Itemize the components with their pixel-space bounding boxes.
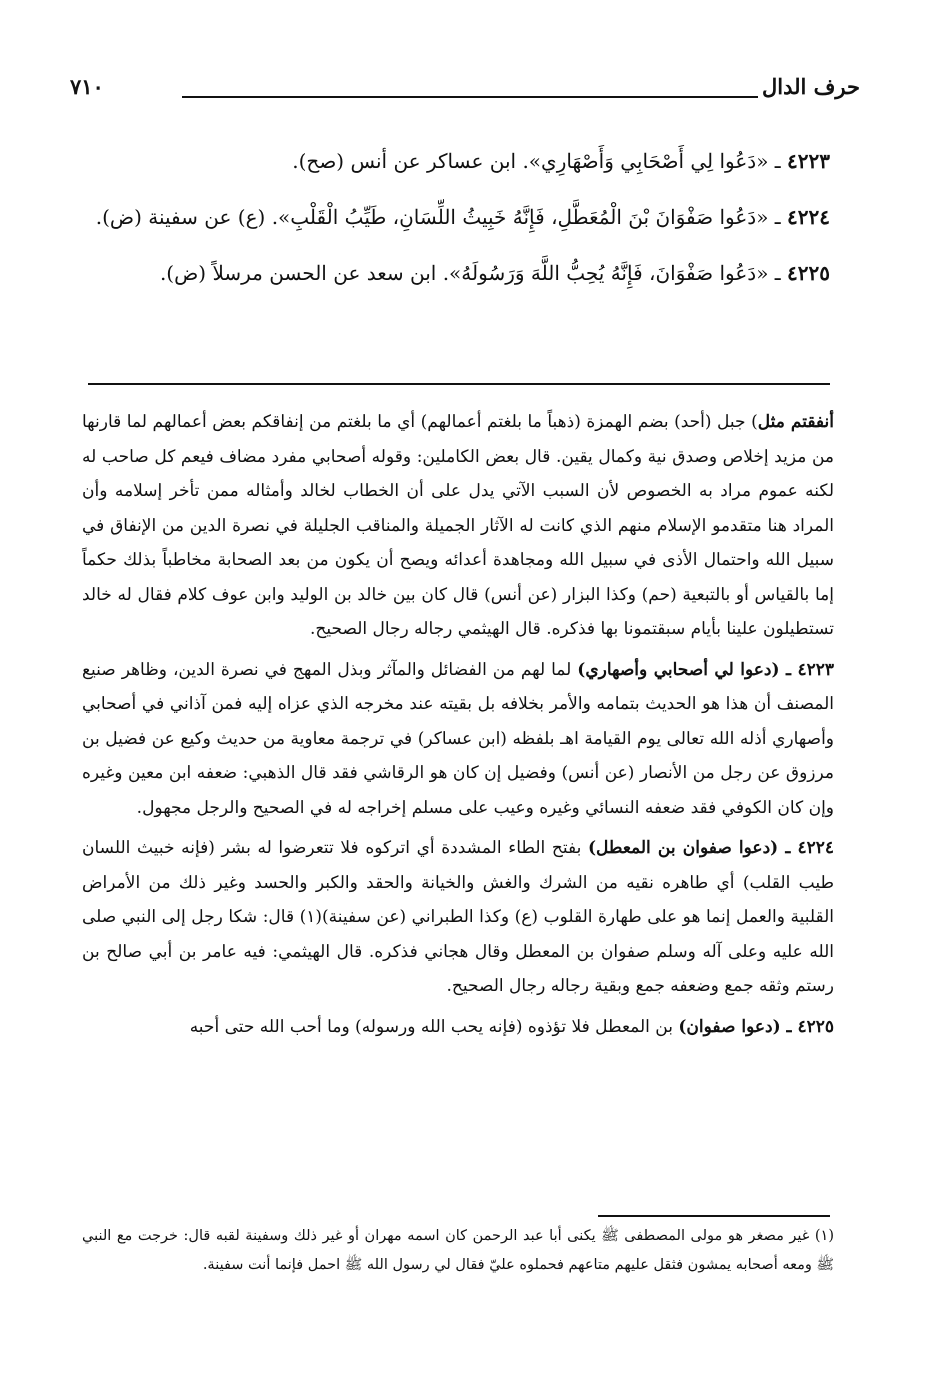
chapter-title: حرف الدال: [762, 74, 860, 99]
footnote-separator: [598, 1215, 830, 1217]
commentary-body: بن المعطل فلا تؤذوه (فإنه يحب الله ورسوله) وما أحب الله حتى أحبه: [189, 1016, 679, 1037]
header-rule: [182, 96, 758, 98]
hadith-4224: ٤٢٢٤ ـ «دَعُوا صَفْوَانَ بْنَ الْمُعَطَّلِ، فَإِنَّهُ خَبِيثُ اللِّسَانِ، طَيِّبُ الْقَلْبِ». (ع) عن سفينة (ض).: [95, 205, 830, 229]
commentary-body: بفتح الطاء المشددة أي اتركوه فلا تتعرضوا له بشر (فإنه خبيث اللسان طيب القلب) أي طاهره نقيه من الشرك والغش والخيانة والحقد والكبر والحسد وغير ذلك من الأمراض القلبية والعمل إنما هو على طهارة القلوب (ع) وكذا الطبراني (عن سفينة)(١) قال: شكا رجل إلى النبي صلى الله عليه وعلى آله وسلم صفوان بن المعطل وقال هجاني فذكره. قال الهيثمي: فيه عامر بن أبي صالح بن رستم وثقه جمع وضعفه جمع وبقية رجاله رجال الصحيح.: [82, 838, 835, 996]
hadith-body: «دَعُوا لِي أَصْحَابِي وَأَصْهَارِي». ابن عساكر عن أنس (صح).: [292, 149, 769, 173]
footnote-text: (١) غير مصغر هو مولى المصطفى ﷺ يكنى أبا عبد الرحمن كان اسمه مهران أو غير ذلك وسفينة لقبه قال: خرجت مع النبي ﷺ ومعه أصحابه يمشون فثقل عليهم متاعهم فحملوه عليّ فقال لي رسول الله ﷺ احمل فإنما أنت سفينة.: [82, 1228, 834, 1273]
commentary-lead: ٤٢٢٤ ـ (دعوا صفوان بن المعطل): [587, 838, 835, 858]
hadith-4225: ٤٢٢٥ ـ «دَعُوا صَفْوَانَ، فَإِنَّهُ يُحِبُّ اللَّهَ وَرَسُولَهُ». ابن سعد عن الحسن مرسلاً (ض).: [159, 261, 830, 285]
commentary-paragraph: [82, 831, 834, 1004]
commentary-paragraph: [82, 1010, 834, 1045]
text-separator: [88, 383, 830, 385]
commentary-body: لما لهم من الفضائل والمآثر وبذل المهج في نصرة الدين، وظاهر صنيع المصنف أن هذا هو الحديث بتمامه والأمر بخلافه بل بقيته عند مخرجه الذي عزاه إليه فمن آذاني في أصحابي وأصهاري أذله الله تعالى يوم القيامة اهـ بلفظه (ابن عساكر) في ترجمة معاوية من حديث وكيع عن فضيل بن مرزوق عن رجل من الأنصار (عن أنس) وفضيل إن كان هو الرقاشي فقد قال الذهبي: ضعفه ابن معين وغيره وإن كان الكوفي فقد ضعفه النسائي وغيره وعيب على مسلم إخراجه له في الصحيح والرجل مجهول.: [82, 659, 834, 818]
commentary-body: ) جبل (أحد) بضم الهمزة (ذهباً ما بلغتم أعمالهم) أي ما بلغتم من إنفاقكم بعض أعمالهم لما قارنها من مزيد إخلاص وصدق نية وكمال يقين. قال بعض الكاملين: وقوله أصحابي مفرد مضاف فيعم كل صاحب له لكنه عموم مراد به الخصوص لأن السبب الآتي يدل على أن الخطاب لخالد وأمثاله ممن تأخر إسلامه وأن المراد هنا متقدمو الإسلام منهم الذي كانت له الآثار الجميلة والمناقب الجليلة في نصرة الدين من الإنفاق في سبيل الله واحتمال الأذى في سبيل الله ومجاهدة أعدائه ويصح أن يكون من بعد الصحابة مخاطباً بذلك حكماً إما بالقياس أو بالتبعية (حم) وكذا البزار (عن أنس) قال كان بين خالد بن الوليد وابن عوف كلام فقال له خالد تستطيلون علينا بأيام سبقتمونا بها فذكره. قال الهيثمي رجاله رجال الصحيح.: [82, 412, 834, 639]
hadith-body: «دَعُوا صَفْوَانَ بْنَ الْمُعَطَّلِ، فَإِنَّهُ خَبِيثُ اللِّسَانِ، طَيِّبُ الْقَلْبِ». (ع) عن سفينة (ض).: [95, 205, 769, 229]
hadith-4223: ٤٢٢٣ ـ «دَعُوا لِي أَصْحَابِي وَأَصْهَارِي». ابن عساكر عن أنس (صح).: [292, 149, 830, 173]
commentary-lead: أنفقتم مثل: [757, 412, 834, 432]
page-number: ٧١٠: [70, 74, 104, 99]
commentary: [82, 405, 834, 1050]
page-header: [70, 72, 860, 112]
hadith-number: ٤٢٢٣: [787, 149, 830, 173]
footnote: [82, 1222, 834, 1280]
hadith-number: ٤٢٢٤: [787, 205, 830, 229]
commentary-lead: ٤٢٢٥ ـ (دعوا صفوان): [678, 1016, 834, 1037]
hadith-body: «دَعُوا صَفْوَانَ، فَإِنَّهُ يُحِبُّ اللَّهَ وَرَسُولَهُ». ابن سعد عن الحسن مرسلاً (ض).: [159, 261, 769, 285]
hadith-text: [90, 135, 830, 303]
commentary-paragraph: [82, 653, 834, 826]
commentary-lead: ٤٢٢٣ ـ (دعوا لي أصحابي وأصهاري): [577, 659, 834, 680]
commentary-paragraph: [82, 405, 834, 647]
hadith-number: ٤٢٢٥: [787, 261, 830, 285]
